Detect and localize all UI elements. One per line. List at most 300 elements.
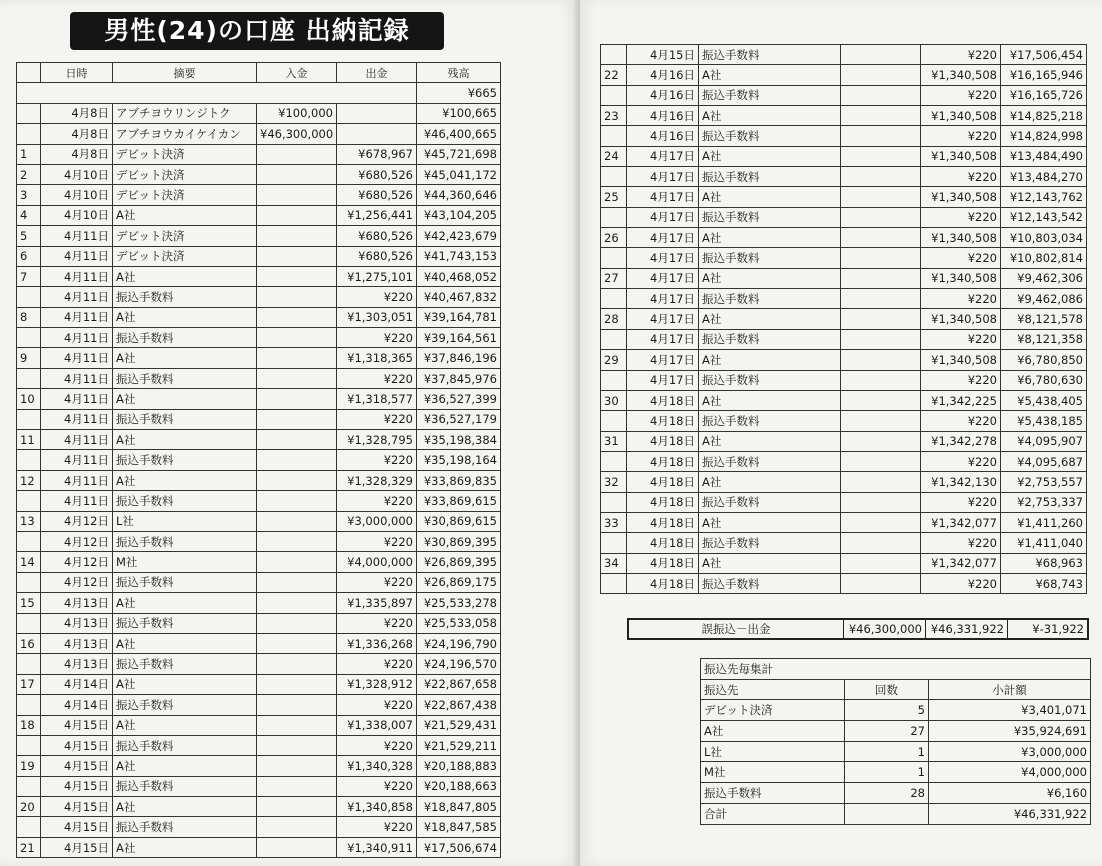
row-date: 4月11日 <box>41 348 113 368</box>
ledger-row <box>17 613 501 633</box>
row-withdrawal: ¥220 <box>921 289 1001 309</box>
row-number <box>17 491 41 511</box>
row-withdrawal: ¥220 <box>337 776 417 796</box>
row-withdrawal: ¥1,303,051 <box>337 307 417 327</box>
ledger-table-right <box>600 44 1087 594</box>
row-description: A社 <box>699 390 841 410</box>
row-date: 4月12日 <box>41 531 113 551</box>
summary-row <box>701 762 1091 783</box>
row-withdrawal: ¥1,342,077 <box>921 512 1001 532</box>
ledger-row <box>17 552 501 572</box>
summary-count: 1 <box>845 741 929 762</box>
row-deposit <box>257 674 337 694</box>
row-date: 4月10日 <box>41 185 113 205</box>
header-withdrawal: 出金 <box>337 63 417 83</box>
ledger-row <box>17 185 501 205</box>
ledger-row <box>17 226 501 246</box>
ledger-row <box>17 756 501 776</box>
row-date: 4月11日 <box>41 409 113 429</box>
row-balance: ¥41,743,153 <box>417 246 501 266</box>
row-deposit <box>841 289 921 309</box>
row-number: 24 <box>601 146 627 166</box>
row-deposit <box>257 756 337 776</box>
row-description: 振込手数料 <box>699 126 841 146</box>
row-description: A社 <box>699 106 841 126</box>
row-withdrawal: ¥220 <box>921 329 1001 349</box>
row-balance: ¥18,847,585 <box>417 817 501 837</box>
row-deposit <box>257 205 337 225</box>
row-balance: ¥14,825,218 <box>1001 106 1087 126</box>
row-deposit <box>257 633 337 653</box>
row-deposit <box>841 472 921 492</box>
row-withdrawal: ¥678,967 <box>337 144 417 164</box>
row-balance: ¥42,423,679 <box>417 226 501 246</box>
ledger-row <box>17 348 501 368</box>
row-description: A社 <box>699 268 841 288</box>
row-balance: ¥1,411,260 <box>1001 512 1087 532</box>
row-description: 振込手数料 <box>699 533 841 553</box>
ledger-table-left <box>16 62 501 858</box>
row-date: 4月18日 <box>627 411 699 431</box>
row-balance: ¥68,743 <box>1001 573 1087 593</box>
row-balance: ¥39,164,561 <box>417 328 501 348</box>
row-description: 振込手数料 <box>113 613 257 633</box>
row-deposit <box>841 309 921 329</box>
row-description: デビット決済 <box>113 144 257 164</box>
row-deposit <box>841 85 921 105</box>
row-deposit <box>257 266 337 286</box>
row-deposit <box>257 797 337 817</box>
row-balance: ¥68,963 <box>1001 553 1087 573</box>
row-withdrawal: ¥1,340,508 <box>921 65 1001 85</box>
row-number <box>17 695 41 715</box>
summary-header-payee: 振込先 <box>701 679 845 700</box>
opening-balance-row <box>17 83 501 103</box>
row-deposit <box>257 185 337 205</box>
ledger-row <box>17 674 501 694</box>
row-date: 4月17日 <box>627 207 699 227</box>
row-balance: ¥10,803,034 <box>1001 228 1087 248</box>
row-date: 4月11日 <box>41 470 113 490</box>
row-description: 振込手数料 <box>113 572 257 592</box>
row-withdrawal: ¥220 <box>337 695 417 715</box>
row-balance: ¥14,824,998 <box>1001 126 1087 146</box>
row-withdrawal: ¥1,275,101 <box>337 266 417 286</box>
row-description: 振込手数料 <box>699 492 841 512</box>
row-balance: ¥10,802,814 <box>1001 248 1087 268</box>
ledger-row <box>17 164 501 184</box>
row-deposit <box>257 409 337 429</box>
ledger-row <box>601 248 1087 268</box>
ledger-row <box>17 491 501 511</box>
row-balance: ¥21,529,431 <box>417 715 501 735</box>
row-deposit <box>841 492 921 512</box>
row-deposit <box>841 268 921 288</box>
row-withdrawal: ¥1,328,795 <box>337 430 417 450</box>
summary-subtotal: ¥4,000,000 <box>929 762 1091 783</box>
row-withdrawal: ¥4,000,000 <box>337 552 417 572</box>
row-date: 4月11日 <box>41 328 113 348</box>
row-deposit <box>257 572 337 592</box>
row-description: A社 <box>113 266 257 286</box>
row-deposit: ¥46,300,000 <box>257 124 337 144</box>
row-number: 31 <box>601 431 627 451</box>
row-withdrawal: ¥220 <box>921 533 1001 553</box>
row-number: 20 <box>17 797 41 817</box>
row-number: 3 <box>17 185 41 205</box>
row-number: 1 <box>17 144 41 164</box>
row-number <box>17 368 41 388</box>
row-withdrawal: ¥220 <box>921 451 1001 471</box>
ledger-row <box>17 776 501 796</box>
row-number: 19 <box>17 756 41 776</box>
row-withdrawal: ¥3,000,000 <box>337 511 417 531</box>
row-date: 4月15日 <box>41 756 113 776</box>
ledger-row <box>17 572 501 592</box>
row-date: 4月16日 <box>627 126 699 146</box>
page-title: 男性(24)の口座 出納記録 <box>70 12 444 50</box>
row-balance: ¥35,198,164 <box>417 450 501 470</box>
row-date: 4月15日 <box>41 735 113 755</box>
row-number: 34 <box>601 553 627 573</box>
row-description: 振込手数料 <box>113 491 257 511</box>
row-date: 4月18日 <box>627 492 699 512</box>
row-number <box>601 411 627 431</box>
row-date: 4月10日 <box>41 205 113 225</box>
row-deposit <box>257 837 337 857</box>
row-deposit: ¥100,000 <box>257 103 337 123</box>
row-balance: ¥30,869,395 <box>417 531 501 551</box>
summary-payee: M社 <box>701 762 845 783</box>
row-description: 振込手数料 <box>113 450 257 470</box>
row-description: 振込手数料 <box>699 289 841 309</box>
row-withdrawal <box>337 124 417 144</box>
row-balance: ¥45,721,698 <box>417 144 501 164</box>
opening-balance-value: ¥665 <box>417 83 501 103</box>
row-balance: ¥2,753,557 <box>1001 472 1087 492</box>
row-withdrawal: ¥220 <box>337 409 417 429</box>
row-number <box>17 409 41 429</box>
row-deposit <box>257 226 337 246</box>
row-withdrawal: ¥220 <box>337 817 417 837</box>
row-description: 振込手数料 <box>113 287 257 307</box>
row-description: A社 <box>699 65 841 85</box>
summary-total-label: 合計 <box>701 803 845 824</box>
ledger-row <box>17 287 501 307</box>
row-date: 4月12日 <box>41 572 113 592</box>
ledger-row <box>17 144 501 164</box>
row-withdrawal: ¥220 <box>921 45 1001 65</box>
row-date: 4月16日 <box>627 106 699 126</box>
row-date: 4月11日 <box>41 389 113 409</box>
row-date: 4月17日 <box>627 268 699 288</box>
ledger-row <box>601 370 1087 390</box>
row-deposit <box>257 593 337 613</box>
row-withdrawal: ¥1,256,441 <box>337 205 417 225</box>
summary-payee: 振込手数料 <box>701 783 845 804</box>
ledger-row <box>601 289 1087 309</box>
summary-subtotal: ¥3,000,000 <box>929 741 1091 762</box>
ledger-row <box>17 531 501 551</box>
summary-header-count: 回数 <box>845 679 929 700</box>
row-balance: ¥37,846,196 <box>417 348 501 368</box>
row-number: 7 <box>17 266 41 286</box>
summary-title-row <box>701 659 1091 680</box>
row-number <box>601 451 627 471</box>
summary-table <box>700 658 1091 825</box>
row-withdrawal: ¥1,318,577 <box>337 389 417 409</box>
row-number: 33 <box>601 512 627 532</box>
row-number <box>17 613 41 633</box>
row-description: A社 <box>113 674 257 694</box>
row-balance: ¥40,468,052 <box>417 266 501 286</box>
row-withdrawal: ¥220 <box>337 572 417 592</box>
row-balance: ¥4,095,907 <box>1001 431 1087 451</box>
row-description: A社 <box>113 430 257 450</box>
ledger-row <box>601 411 1087 431</box>
difference-row <box>627 618 1089 640</box>
ledger-row <box>601 187 1087 207</box>
row-balance: ¥16,165,726 <box>1001 85 1087 105</box>
ledger-row <box>17 735 501 755</box>
row-number: 23 <box>601 106 627 126</box>
row-description: アブチヨウカイケイカン <box>113 124 257 144</box>
row-date: 4月17日 <box>627 329 699 349</box>
row-withdrawal: ¥680,526 <box>337 185 417 205</box>
row-date: 4月11日 <box>41 246 113 266</box>
row-withdrawal: ¥1,340,328 <box>337 756 417 776</box>
row-balance: ¥6,780,630 <box>1001 370 1087 390</box>
row-date: 4月11日 <box>41 368 113 388</box>
row-description: 振込手数料 <box>699 329 841 349</box>
row-deposit <box>257 511 337 531</box>
ledger-row <box>17 266 501 286</box>
ledger-row <box>17 124 501 144</box>
ledger-row <box>601 553 1087 573</box>
ledger-row <box>601 492 1087 512</box>
row-withdrawal: ¥1,328,329 <box>337 470 417 490</box>
row-balance: ¥8,121,578 <box>1001 309 1087 329</box>
ledger-row <box>17 450 501 470</box>
row-date: 4月15日 <box>41 715 113 735</box>
row-balance: ¥5,438,185 <box>1001 411 1087 431</box>
row-date: 4月18日 <box>627 451 699 471</box>
row-balance: ¥100,665 <box>417 103 501 123</box>
summary-row <box>701 783 1091 804</box>
row-balance: ¥17,506,674 <box>417 837 501 857</box>
summary-count: 28 <box>845 783 929 804</box>
row-deposit <box>257 470 337 490</box>
ledger-row <box>17 430 501 450</box>
row-balance: ¥24,196,570 <box>417 654 501 674</box>
row-date: 4月15日 <box>41 817 113 837</box>
row-date: 4月12日 <box>41 552 113 572</box>
row-date: 4月14日 <box>41 695 113 715</box>
row-description: 振込手数料 <box>113 654 257 674</box>
row-number <box>601 573 627 593</box>
row-number: 17 <box>17 674 41 694</box>
ledger-row <box>17 368 501 388</box>
ledger-row <box>17 695 501 715</box>
row-date: 4月17日 <box>627 167 699 187</box>
ledger-row <box>17 654 501 674</box>
row-number <box>17 328 41 348</box>
summary-total-value: ¥46,331,922 <box>929 803 1091 824</box>
row-deposit <box>257 307 337 327</box>
ledger-row <box>601 451 1087 471</box>
row-withdrawal: ¥1,342,225 <box>921 390 1001 410</box>
row-description: 振込手数料 <box>699 248 841 268</box>
ledger-row <box>601 268 1087 288</box>
row-deposit <box>257 491 337 511</box>
row-withdrawal: ¥1,340,508 <box>921 106 1001 126</box>
row-description: A社 <box>699 431 841 451</box>
row-date: 4月15日 <box>627 45 699 65</box>
ledger-row <box>601 309 1087 329</box>
row-withdrawal: ¥1,328,912 <box>337 674 417 694</box>
row-description: 振込手数料 <box>113 531 257 551</box>
row-balance: ¥40,467,832 <box>417 287 501 307</box>
row-balance: ¥22,867,438 <box>417 695 501 715</box>
row-withdrawal: ¥680,526 <box>337 246 417 266</box>
ledger-row <box>17 817 501 837</box>
row-withdrawal: ¥1,340,508 <box>921 146 1001 166</box>
row-date: 4月18日 <box>627 573 699 593</box>
row-number <box>17 572 41 592</box>
summary-header-subtotal: 小計額 <box>929 679 1091 700</box>
row-date: 4月13日 <box>41 593 113 613</box>
row-number <box>601 45 627 65</box>
row-date: 4月11日 <box>41 287 113 307</box>
row-deposit <box>257 287 337 307</box>
summary-row <box>701 700 1091 721</box>
row-number: 18 <box>17 715 41 735</box>
row-withdrawal: ¥1,340,858 <box>337 797 417 817</box>
ledger-row <box>601 329 1087 349</box>
row-number: 29 <box>601 350 627 370</box>
row-number <box>17 735 41 755</box>
row-deposit <box>841 431 921 451</box>
row-withdrawal: ¥220 <box>337 531 417 551</box>
ledger-row <box>17 797 501 817</box>
row-deposit <box>257 328 337 348</box>
summary-subtotal: ¥6,160 <box>929 783 1091 804</box>
row-description: A社 <box>113 837 257 857</box>
row-description: A社 <box>113 205 257 225</box>
row-deposit <box>841 228 921 248</box>
row-balance: ¥5,438,405 <box>1001 390 1087 410</box>
row-deposit <box>257 144 337 164</box>
row-date: 4月11日 <box>41 450 113 470</box>
row-balance: ¥4,095,687 <box>1001 451 1087 471</box>
summary-subtotal: ¥35,924,691 <box>929 721 1091 742</box>
row-description: 振込手数料 <box>113 817 257 837</box>
row-date: 4月17日 <box>627 228 699 248</box>
row-number: 28 <box>601 309 627 329</box>
row-number: 2 <box>17 164 41 184</box>
header-balance: 残高 <box>417 63 501 83</box>
ledger-row <box>601 126 1087 146</box>
row-date: 4月17日 <box>627 289 699 309</box>
row-balance: ¥18,847,805 <box>417 797 501 817</box>
row-description: デビット決済 <box>113 246 257 266</box>
row-balance: ¥8,121,358 <box>1001 329 1087 349</box>
row-description: デビット決済 <box>113 226 257 246</box>
row-number <box>601 370 627 390</box>
row-balance: ¥35,198,384 <box>417 430 501 450</box>
row-balance: ¥36,527,399 <box>417 389 501 409</box>
row-description: A社 <box>699 187 841 207</box>
row-description: デビット決済 <box>113 164 257 184</box>
row-date: 4月17日 <box>627 146 699 166</box>
row-withdrawal: ¥680,526 <box>337 226 417 246</box>
row-withdrawal: ¥220 <box>337 450 417 470</box>
row-number <box>601 329 627 349</box>
ledger-row <box>601 573 1087 593</box>
row-deposit <box>841 167 921 187</box>
ledger-row <box>601 45 1087 65</box>
row-description: A社 <box>113 715 257 735</box>
row-deposit <box>257 368 337 388</box>
row-date: 4月8日 <box>41 103 113 123</box>
row-date: 4月11日 <box>41 266 113 286</box>
row-number <box>601 492 627 512</box>
row-balance: ¥1,411,040 <box>1001 533 1087 553</box>
row-balance: ¥46,400,665 <box>417 124 501 144</box>
ledger-row <box>601 533 1087 553</box>
row-withdrawal: ¥220 <box>337 654 417 674</box>
row-number <box>601 85 627 105</box>
row-balance: ¥21,529,211 <box>417 735 501 755</box>
ledger-row <box>601 85 1087 105</box>
row-description: A社 <box>699 146 841 166</box>
row-description: A社 <box>699 350 841 370</box>
row-balance: ¥20,188,663 <box>417 776 501 796</box>
row-description: 振込手数料 <box>699 167 841 187</box>
row-number <box>601 207 627 227</box>
row-date: 4月18日 <box>627 431 699 451</box>
row-balance: ¥44,360,646 <box>417 185 501 205</box>
row-balance: ¥33,869,615 <box>417 491 501 511</box>
row-balance: ¥16,165,946 <box>1001 65 1087 85</box>
row-deposit <box>257 552 337 572</box>
row-description: 振込手数料 <box>699 207 841 227</box>
row-balance: ¥20,188,883 <box>417 756 501 776</box>
row-balance: ¥17,506,454 <box>1001 45 1087 65</box>
row-withdrawal: ¥220 <box>337 491 417 511</box>
row-balance: ¥43,104,205 <box>417 205 501 225</box>
row-balance: ¥9,462,086 <box>1001 289 1087 309</box>
row-withdrawal: ¥220 <box>921 248 1001 268</box>
difference-deposit: ¥46,300,000 <box>844 620 926 638</box>
row-number: 12 <box>17 470 41 490</box>
row-number: 16 <box>17 633 41 653</box>
row-deposit <box>841 512 921 532</box>
ledger-row <box>17 246 501 266</box>
row-withdrawal: ¥220 <box>921 573 1001 593</box>
row-description: 振込手数料 <box>699 85 841 105</box>
row-number: 15 <box>17 593 41 613</box>
row-withdrawal: ¥1,340,508 <box>921 228 1001 248</box>
row-number: 32 <box>601 472 627 492</box>
row-deposit <box>257 715 337 735</box>
row-date: 4月16日 <box>627 65 699 85</box>
row-description: A社 <box>699 309 841 329</box>
row-withdrawal: ¥1,342,278 <box>921 431 1001 451</box>
row-number <box>601 533 627 553</box>
row-description: A社 <box>113 470 257 490</box>
row-description: A社 <box>113 593 257 613</box>
